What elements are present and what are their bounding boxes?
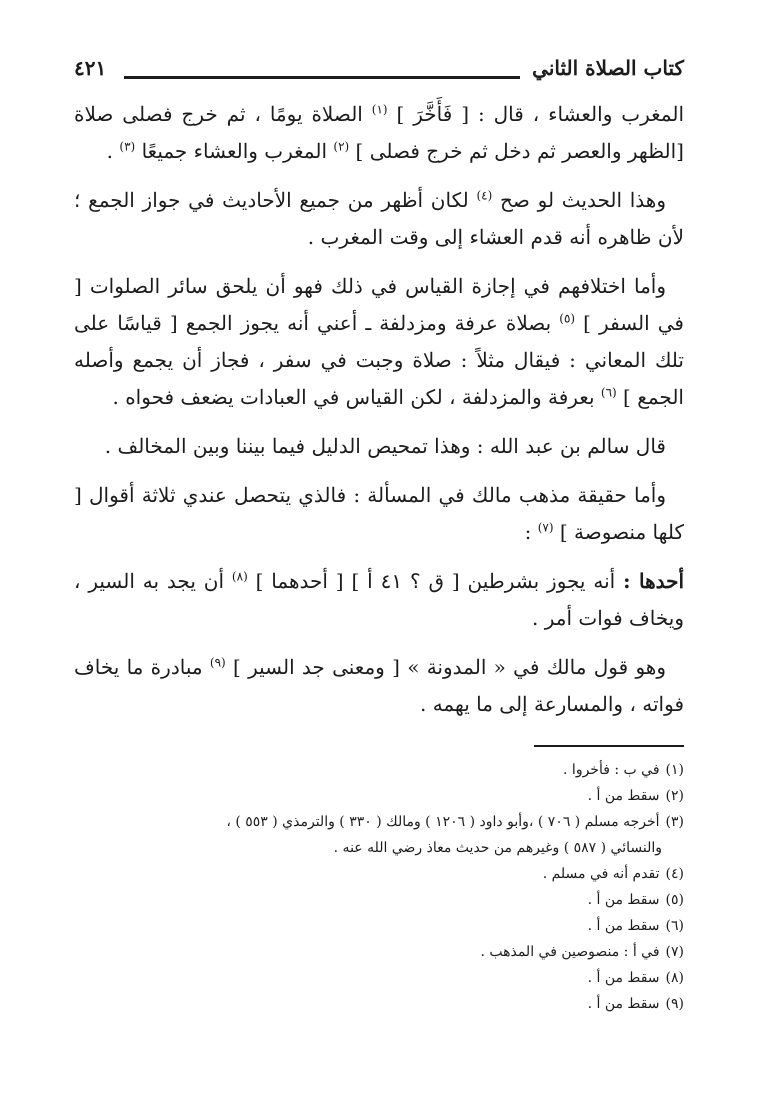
page-number: ٤٢١	[74, 56, 107, 80]
footnote-text: تقدم أنه في مسلم .	[542, 866, 660, 882]
footnote-ref: (٨)	[231, 569, 248, 584]
footnote-separator	[534, 745, 684, 747]
paragraph-3	[74, 268, 684, 416]
footnotes	[74, 757, 684, 1017]
footnote-number: (٨)	[665, 970, 684, 986]
footnote-5	[74, 887, 684, 913]
paragraph-1	[74, 96, 684, 170]
text-run: مبادرة ما يخاف فواته ، والمسارعة إلى ما يهمه .	[74, 655, 684, 716]
footnote-number: (٧)	[665, 944, 684, 960]
footnote-6	[74, 913, 684, 939]
text-run: أن يجد به السير ، ويخاف فوات أمر .	[74, 569, 684, 630]
footnote-text: سقط من أ .	[587, 970, 660, 986]
text-run: وأما حقيقة مذهب مالك في المسألة : فالذي يتحصل عندي ثلاثة أقوال [ كلها منصوصة ]	[74, 483, 684, 544]
footnote-text: سقط من أ .	[587, 996, 660, 1012]
section-lead: أحدها :	[623, 569, 685, 593]
footnote-text: في ب : فأخروا .	[563, 762, 660, 778]
text-run: أنه يجوز بشرطين [ ق ؟ ٤١ أ ] [ أحدهما ]	[247, 569, 624, 593]
footnote-ref: (٦)	[600, 385, 617, 400]
footnote-number: (٥)	[665, 892, 684, 908]
text-run: قال سالم بن عبد الله : وهذا تمحيص الدليل فيما بيننا وبين المخالف .	[104, 434, 666, 458]
paragraph-2	[74, 182, 684, 256]
book-page	[74, 56, 684, 1017]
paragraph-7	[74, 649, 684, 723]
main-text	[74, 96, 684, 723]
text-run: وأما اختلافهم في إجازة القياس في ذلك فهو أن يلحق سائر الصلوات [ في السفر ]	[74, 274, 684, 335]
footnote-3-continued	[74, 835, 684, 861]
footnote-text: سقط من أ .	[587, 788, 660, 804]
footnote-1	[74, 757, 684, 783]
footnote-ref: (٥)	[559, 311, 576, 326]
footnote-8	[74, 965, 684, 991]
footnote-ref: (٧)	[537, 520, 554, 535]
footnote-text: أخرجه مسلم ( ٧٠٦ ) ،وأبو داود ( ١٢٠٦ ) ومالك ( ٣٣٠ ) والترمذي ( ٥٥٣ ) ،	[226, 814, 660, 830]
footnote-7	[74, 939, 684, 965]
footnote-ref: (٢)	[333, 139, 350, 154]
text-run: لكان أظهر من جميع الأحاديث في جواز الجمع ؛ لأن ظاهره أنه قدم العشاء إلى وقت المغرب .	[74, 188, 684, 249]
footnote-number: (٦)	[665, 918, 684, 934]
footnote-number: (٩)	[665, 996, 684, 1012]
running-header	[74, 56, 684, 96]
footnote-number: (١)	[665, 762, 684, 778]
text-run: المغرب والعشاء جميعًا	[135, 139, 334, 163]
paragraph-5	[74, 477, 684, 551]
text-run: وهو قول مالك في « المدونة » [ ومعنى جد السير ]	[225, 655, 666, 679]
footnote-text: سقط من أ .	[587, 918, 660, 934]
footnote-3	[74, 809, 684, 835]
footnote-ref: (٤)	[476, 188, 493, 203]
footnote-number: (٢)	[665, 788, 684, 804]
footnote-9	[74, 991, 684, 1017]
footnote-ref: (٣)	[119, 139, 136, 154]
footnote-4	[74, 861, 684, 887]
running-title: كتاب الصلاة الثاني	[532, 56, 684, 80]
footnote-number: (٣)	[665, 814, 684, 830]
footnote-text: في أ : منصوصين في المذهب .	[480, 944, 660, 960]
paragraph-4	[74, 428, 684, 465]
footnote-text: والنسائي ( ٥٨٧ ) وغيرهم من حديث معاذ رضي الله عنه .	[333, 840, 662, 856]
text-run: .	[106, 139, 120, 163]
footnote-number: (٤)	[665, 866, 684, 882]
footnote-ref: (١)	[371, 102, 388, 117]
text-run: بعرفة والمزدلفة ، لكن القياس في العبادات يضعف فحواه .	[112, 385, 601, 409]
header-rule	[124, 76, 520, 79]
text-run: المغرب والعشاء ، قال : [ فَأَخَّرَ ]	[387, 102, 685, 126]
text-run: بصلاة عرفة ومزدلفة ـ أعني أنه يجوز الجمع [ قياسًا على تلك المعاني : فيقال مثلاً : صلاة وجبت في سفر ، فجاز أن يجمع وأصله الجمع ]	[74, 311, 684, 409]
text-run: :	[524, 520, 538, 544]
text-run: وهذا الحديث لو صح	[492, 188, 666, 212]
text-run: الصلاة يومًا ، ثم خرج فصلى صلاة [الظهر والعصر ثم دخل ثم خرج فصلى ]	[74, 102, 684, 163]
footnote-text: سقط من أ .	[587, 892, 660, 908]
paragraph-6	[74, 563, 684, 637]
footnote-ref: (٩)	[209, 655, 226, 670]
footnote-2	[74, 783, 684, 809]
